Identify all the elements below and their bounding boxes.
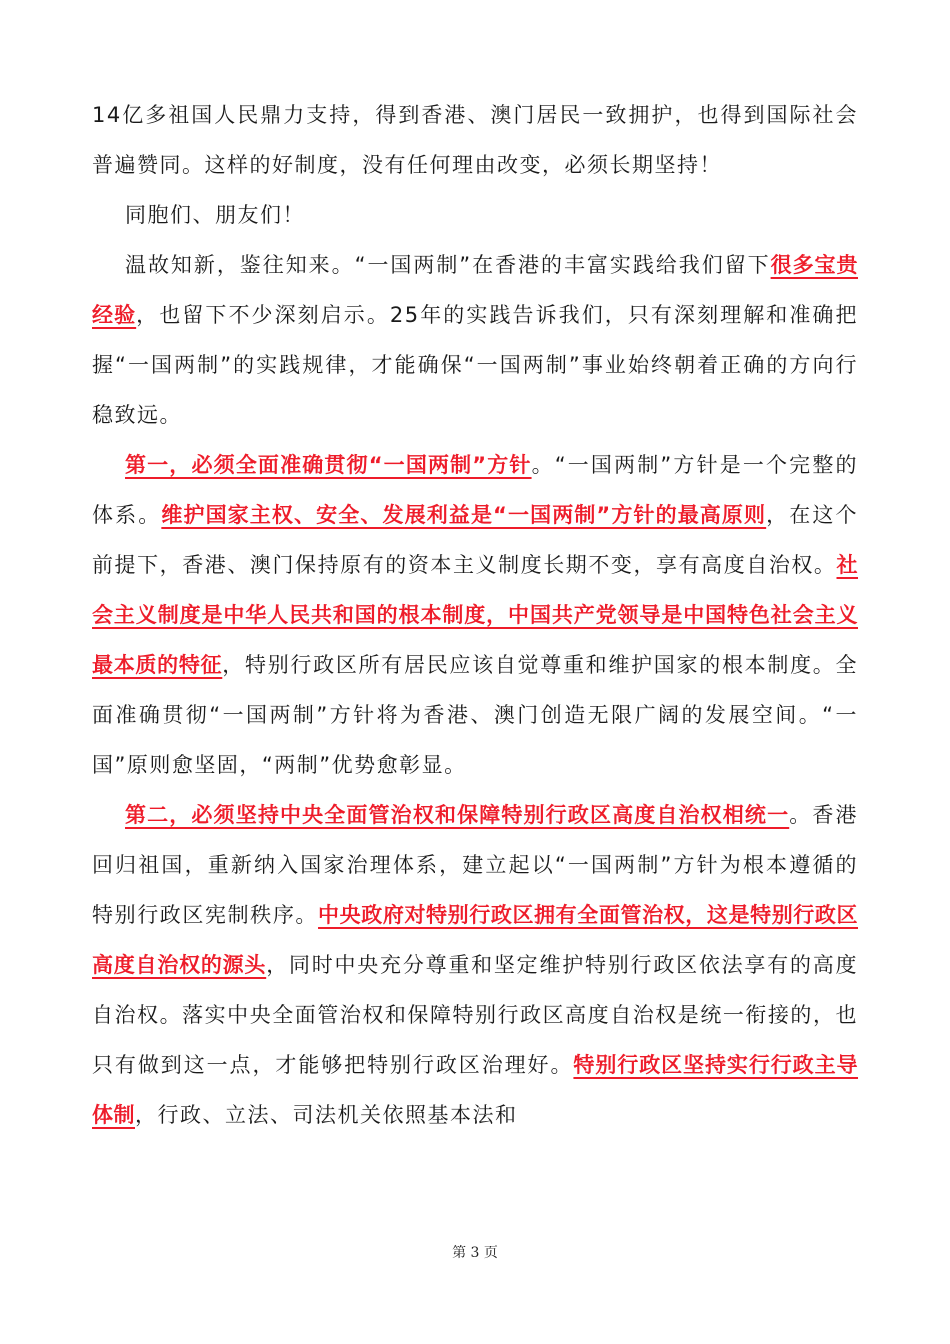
text-run: 。香港回归祖国，重新纳入国家治理体系，建立起以“一国两制”方针为根本遵循的特别行政区宪制秩序。 xyxy=(92,803,858,927)
highlighted-phrase: 社会主义制度是中华人民共和国的根本制度，中国共产党领导是中国特色社会主义最本质的特征 xyxy=(92,553,858,677)
highlighted-phrase: 第二，必须坚持中央全面管治权和保障特别行政区高度自治权相统一 xyxy=(125,803,790,827)
highlighted-phrase: 维护国家主权、安全、发展利益是“一国两制”方针的最高原则 xyxy=(161,503,767,527)
text-run: ，在这个前提下，香港、澳门保持原有的资本主义制度长期不变，享有高度自治权。 xyxy=(92,503,858,577)
paragraph-4 xyxy=(92,440,858,790)
text-run: ，行政、立法、司法机关依照基本法和 xyxy=(135,1103,518,1127)
paragraph-1 xyxy=(92,90,858,190)
highlighted-phrase: 很多宝贵经验 xyxy=(92,253,858,327)
highlighted-phrase: 第一，必须全面准确贯彻“一国两制”方针 xyxy=(125,453,532,477)
paragraph-2 xyxy=(92,190,858,240)
text-run: 温故知新，鉴往知来。“一国两制”在香港的丰富实践给我们留下 xyxy=(125,253,771,277)
paragraph-3 xyxy=(92,240,858,440)
text-run: 。“一国两制”方针是一个完整的体系。 xyxy=(92,453,858,527)
text-run: ，同时中央充分尊重和坚定维护特别行政区依法享有的高度自治权。落实中央全面管治权和保障特别行政区高度自治权是统一衔接的，也只有做到这一点，才能够把特别行政区治理好。 xyxy=(92,953,859,1077)
paragraph-5 xyxy=(92,790,858,1140)
page-number: 第 3 页 xyxy=(452,1245,498,1261)
text-run: 同胞们、朋友们！ xyxy=(125,203,305,227)
document-body xyxy=(92,90,858,1140)
highlighted-phrase: 特别行政区坚持实行行政主导体制 xyxy=(92,1053,859,1127)
highlighted-phrase: 中央政府对特别行政区拥有全面管治权，这是特别行政区高度自治权的源头 xyxy=(92,903,858,977)
text-run: ，特别行政区所有居民应该自觉尊重和维护国家的根本制度。全面准确贯彻“一国两制”方针将为香港、澳门创造无限广阔的发展空间。“一国”原则愈坚固，“两制”优势愈彰显。 xyxy=(92,653,859,777)
text-run: 14亿多祖国人民鼎力支持，得到香港、澳门居民一致拥护，也得到国际社会普遍赞同。这样的好制度，没有任何理由改变，必须长期坚持！ xyxy=(92,103,858,177)
text-run: ，也留下不少深刻启示。25年的实践告诉我们，只有深刻理解和准确把握“一国两制”的实践规律，才能确保“一国两制”事业始终朝着正确的方向行稳致远。 xyxy=(92,303,858,427)
